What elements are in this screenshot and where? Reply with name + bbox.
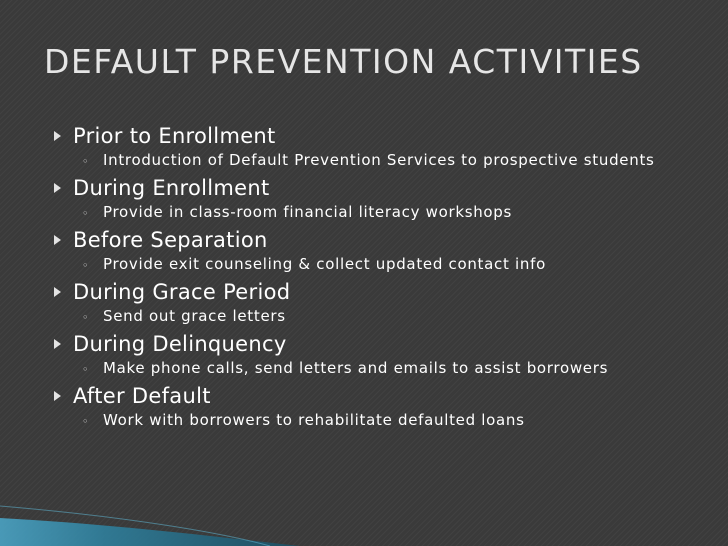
- circle-bullet-icon: ◦: [82, 207, 89, 220]
- sub-bullet: [82, 150, 714, 171]
- sub-bullet: [82, 202, 714, 223]
- bullet-list: [54, 120, 714, 433]
- bullet-heading-text: During Delinquency: [73, 331, 287, 356]
- bullet-heading-text: Prior to Enrollment: [73, 123, 276, 148]
- circle-bullet-icon: ◦: [82, 363, 89, 376]
- sub-bullet-text: Provide exit counseling & collect updated contact info: [103, 255, 546, 273]
- bullet-heading: [54, 381, 714, 410]
- bullet-heading-text: After Default: [73, 383, 211, 408]
- bullet-heading-text: During Enrollment: [73, 175, 270, 200]
- triangle-bullet-icon: [54, 235, 61, 245]
- slide-title: DEFAULT PREVENTION ACTIVITIES: [44, 42, 643, 81]
- bullet-heading: [54, 225, 714, 254]
- circle-bullet-icon: ◦: [82, 155, 89, 168]
- triangle-bullet-icon: [54, 183, 61, 193]
- circle-bullet-icon: ◦: [82, 311, 89, 324]
- circle-bullet-icon: ◦: [82, 415, 89, 428]
- sub-bullet-text: Work with borrowers to rehabilitate defaulted loans: [103, 411, 525, 429]
- bullet-heading-text: Before Separation: [73, 227, 268, 252]
- bullet-heading: [54, 121, 714, 150]
- bullet-heading-text: During Grace Period: [73, 279, 291, 304]
- sub-bullet-text: Make phone calls, send letters and emails to assist borrowers: [103, 359, 609, 377]
- triangle-bullet-icon: [54, 287, 61, 297]
- circle-bullet-icon: ◦: [82, 259, 89, 272]
- bullet-heading: [54, 277, 714, 306]
- bullet-heading: [54, 329, 714, 358]
- sub-bullet: [82, 358, 714, 379]
- triangle-bullet-icon: [54, 339, 61, 349]
- sub-bullet-text: Send out grace letters: [103, 307, 286, 325]
- decorative-wave: [0, 476, 728, 546]
- sub-bullet: [82, 410, 714, 431]
- sub-bullet: [82, 254, 714, 275]
- sub-bullet-text: Provide in class-room financial literacy workshops: [103, 203, 513, 221]
- triangle-bullet-icon: [54, 131, 61, 141]
- sub-bullet-text: Introduction of Default Prevention Services to prospective students: [103, 151, 655, 169]
- triangle-bullet-icon: [54, 391, 61, 401]
- bullet-heading: [54, 173, 714, 202]
- sub-bullet: [82, 306, 714, 327]
